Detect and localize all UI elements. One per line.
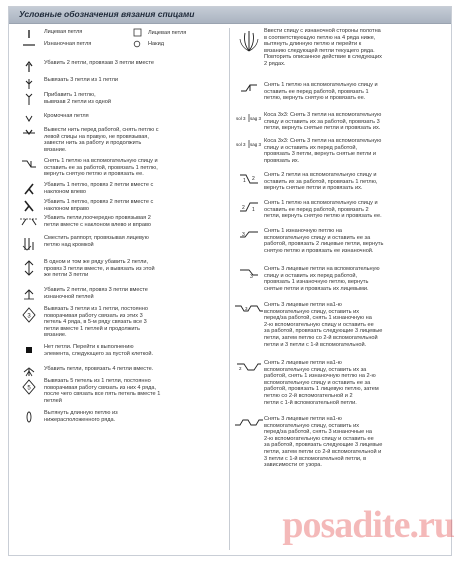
legend-row: [234, 266, 446, 302]
elongated-stitch-icon: [25, 411, 33, 423]
legend-description: Вывязать 5 петель из 1 петли, постоянно поворачивая работу связать из них 4 ряда, после чего связать все пять петель вместе 1 петлей: [44, 378, 161, 404]
svg-text:2: 2: [242, 205, 245, 211]
dec-alternating-icon: [19, 216, 39, 226]
legend-description: Убавить 1 петлю, провяз 2 петли вместе с наклоном влево: [44, 182, 154, 195]
svg-text:3: 3: [245, 306, 248, 311]
legend-row: [14, 259, 224, 287]
dec-left-icon: [23, 183, 35, 195]
long-loop-icon: [239, 29, 259, 55]
dec-4-together-icon: [22, 367, 36, 377]
svg-text:1: 1: [252, 207, 255, 213]
watermark-text: posadite.ru: [282, 504, 454, 546]
svg-text:2: 2: [239, 366, 242, 371]
svg-text:sol 3: sol 3: [236, 116, 246, 121]
legend-row: [14, 113, 224, 127]
title-bar: [9, 7, 451, 24]
svg-text:3: 3: [27, 313, 31, 320]
legend-row: [234, 28, 446, 82]
cross-1-2-front-icon: [239, 201, 259, 213]
legend-description: Ввести спицу с изнаночной стороны полотна в соответствующую петлю на 4 ряда ниже, вытянуть длинную петлю и перейти к вязанию следующей петли текущего ряда. Повторить описанное действие в следующих 2 рядах.: [264, 28, 382, 67]
legend-row: [234, 200, 446, 228]
legend-row: [14, 378, 224, 410]
svg-text:sag 3: sag 3: [250, 116, 262, 121]
slip-stitch-icon: [22, 128, 36, 138]
legend-row: [234, 138, 446, 172]
legend-description: Снять 3 лицевые петли на вспомогательную спицу и оставить их перед работой, провязать 1 изнаночную петлю, вернуть снятые петли и провязать их лицевыми.: [264, 266, 380, 292]
legend-description: Снять 3 лицевые петли на1-ю вспомогательную спицу, оставить их перед/за работой, снять 3 изнаночные на 2-ю вспомогательную спицу и оставить ее за работой, провязать следующие 3 лицевые петли, затем петли со 2-й вспомогательной и 3 петли с 1-й вспомогательной петли, в зависимости от узора.: [264, 416, 383, 469]
legend-row: [14, 77, 224, 92]
svg-text:1: 1: [243, 178, 246, 184]
legend-row: [14, 235, 224, 259]
inc-2-from-1-icon: [24, 93, 34, 106]
legend-description: Вывязать 3 петли из 1 петли: [44, 77, 118, 83]
knit-stitch-icon: [24, 29, 34, 39]
cross-knit-front-icon: [239, 267, 259, 279]
legend-row: [234, 360, 446, 416]
legend-description: Снять 3 лицевые петли на1-ю вспомогательную спицу, оставить их перед/за работой, снять 1 изнаночную на 2-ю вспомогательную спицу и оставить ее за работой, провязать следующие 3 лицевые петли, затем петлю со 2-й вспомогательной петли и 3 петли с 1-й вспомогательной.: [264, 302, 383, 348]
legend-description: Убавить 2 петли, провяз 3 петли вместе изнаночной петлей: [44, 287, 148, 300]
bobble-3-icon: [22, 307, 36, 323]
yarn-over-icon: [133, 40, 141, 48]
legend-description: Снять 1 петлю на вспомогательную спицу и оставить ее за работой, провязать 1 петлю, вернуть снятую петлю и провязать ее.: [44, 158, 158, 178]
legend-description: Коса 3х3: Снять 3 петли на вспомогательную спицу и оставить их за работой, провязать 3 петли, вернуть снятые петли и провязать их.: [264, 112, 382, 132]
legend-row: [14, 215, 224, 235]
svg-text:5: 5: [27, 385, 31, 392]
legend-description: Прибавить 1 петлю, вывязав 2 петли из одной: [44, 92, 111, 105]
legend-description: Сместить раппорт, провязывая лицевую петлю над кромкой: [44, 235, 149, 248]
legend-row: [234, 112, 446, 138]
svg-text:3: 3: [242, 232, 245, 238]
legend-row-purl: [14, 40, 224, 60]
dec-inc-same-row-icon: [23, 260, 35, 276]
legend-row: [234, 82, 446, 112]
right-column: [234, 28, 446, 476]
legend-label: Изнаночная петля: [44, 40, 92, 47]
edge-stitch-icon: [24, 114, 34, 123]
purl-stitch-icon: [22, 41, 36, 49]
legend-description: Снять 2 петли на вспомогательную спицу и оставить их за работой, провязать 1 петлю, вернуть снятые петли и провязать их.: [264, 172, 378, 192]
cross-purl-back-icon: [239, 229, 259, 241]
legend-row: [14, 306, 224, 344]
cable-2-1-2-icon: [236, 361, 262, 373]
dec-3-purl-icon: [23, 288, 35, 300]
cross-1-front-icon: [240, 83, 258, 93]
column-divider: [229, 28, 230, 550]
legend-description: Коса 3х3: Снять 3 петли на вспомогательную спицу и оставить их перед работой, провязать 3 петли, вернуть снятые петли и провязать их.: [264, 138, 382, 164]
legend-label: Лицевая петля: [44, 29, 83, 36]
left-column: [14, 28, 224, 426]
legend-description: Нет петли. Перейти к выполнению элемента, следующего за пустой клеткой.: [44, 344, 154, 357]
legend-row: [14, 366, 224, 378]
svg-text:2: 2: [252, 176, 255, 182]
legend-row: [234, 172, 446, 200]
cable-3x3-front-icon: [235, 139, 263, 149]
cable-3-1-3-icon: [234, 303, 264, 315]
legend-row: [14, 410, 224, 426]
legend-label-2: Лицевая петля: [148, 29, 187, 36]
inc-3-from-1-icon: [24, 78, 34, 90]
legend-description: Убавить 1 петлю, провяз 2 петли вместе с наклоном вправо: [44, 199, 154, 212]
legend-row: [14, 199, 224, 215]
legend-row: [14, 127, 224, 158]
legend-description: Вывязать 3 петли из 1 петли, постоянно поворачивая работу связать из этих 3 петель 4 ряда, в 5-м ряду связать все 3 петли вместе 1 петлей и продолжить вязание.: [44, 306, 148, 339]
legend-description: Снять 1 петлю на вспомогательную спицу и оставить ее перед работой, провязать 2 петли, вернуть снятую петлю и провязать ее.: [264, 200, 382, 220]
empty-square-icon: [133, 28, 142, 37]
legend-description: Вытянуть длинную петлю из нижерасположенного ряда.: [44, 410, 118, 423]
legend-row: [14, 287, 224, 306]
legend-description: Вывести нить перед работой, снять петлю с левой спицы на правую, не провязывая, завести нить за работу и продолжить вязание.: [44, 127, 159, 153]
dec-3-together-icon: [24, 61, 34, 73]
legend-description: Убавить петли, провязать 4 петли вместе.: [44, 366, 154, 372]
legend-row: [14, 92, 224, 113]
cross-1-behind-icon: [21, 159, 37, 169]
legend-row: [234, 228, 446, 266]
legend-description: Убавить 2 петли, провязав 3 петли вместе: [44, 60, 154, 66]
svg-text:sag 3: sag 3: [250, 142, 262, 147]
legend-row: [14, 182, 224, 199]
dec-right-icon: [23, 200, 35, 212]
legend-label-2: Накид: [148, 41, 164, 47]
bobble-5-icon: [22, 379, 36, 395]
svg-text:sol 3: sol 3: [236, 142, 246, 147]
svg-text:3: 3: [250, 274, 253, 279]
legend-row: [234, 302, 446, 360]
legend-description: Убавить петли,поочередно провязывая 2 петли вместе с наклоном влево и вправо: [44, 215, 151, 228]
legend-row: [14, 60, 224, 77]
legend-description: Кромочная петля: [44, 113, 89, 119]
legend-description: Снять 1 петлю на вспомогательную спицу и оставить ее перед работой, провязать 1 петлю, вернуть снятую и провязать ее.: [264, 82, 378, 102]
legend-row: [234, 416, 446, 476]
page-title: Условные обозначения вязания спицами: [19, 9, 195, 19]
cable-3x3-back-icon: [235, 113, 263, 123]
legend-row: [14, 158, 224, 182]
shift-repeat-icon: [21, 236, 37, 252]
legend-description: Снять 2 лицевые петли на1-ю вспомогательную спицу, оставить их за работой, снять 1 изнаночную петлю на 2-ю вспомогательную спицу и оставить ее за работой, провязать 1 лицевую петлю, затем петлю со 2-й вспомогательной и 2 петли с 1-й вспомогательной петли.: [264, 360, 379, 406]
legend-description: В одном и том же ряду убавить 2 петли, провяз 3 петли вместе, и вывязать из этой же петли 3 петли: [44, 259, 155, 279]
legend-description: Снять 1 изнаночную петлю на вспомогательную спицу и оставить ее за работой, провязать 2 лицевые петли, вернуть снятую петлю и провязать ее изнаночной.: [264, 228, 384, 254]
no-stitch-icon: [24, 345, 34, 355]
legend-row-knit: [14, 28, 224, 40]
cable-3-3-3-icon: [234, 417, 264, 429]
legend-row: [14, 344, 224, 366]
cross-2-1-back-icon: [239, 173, 259, 185]
